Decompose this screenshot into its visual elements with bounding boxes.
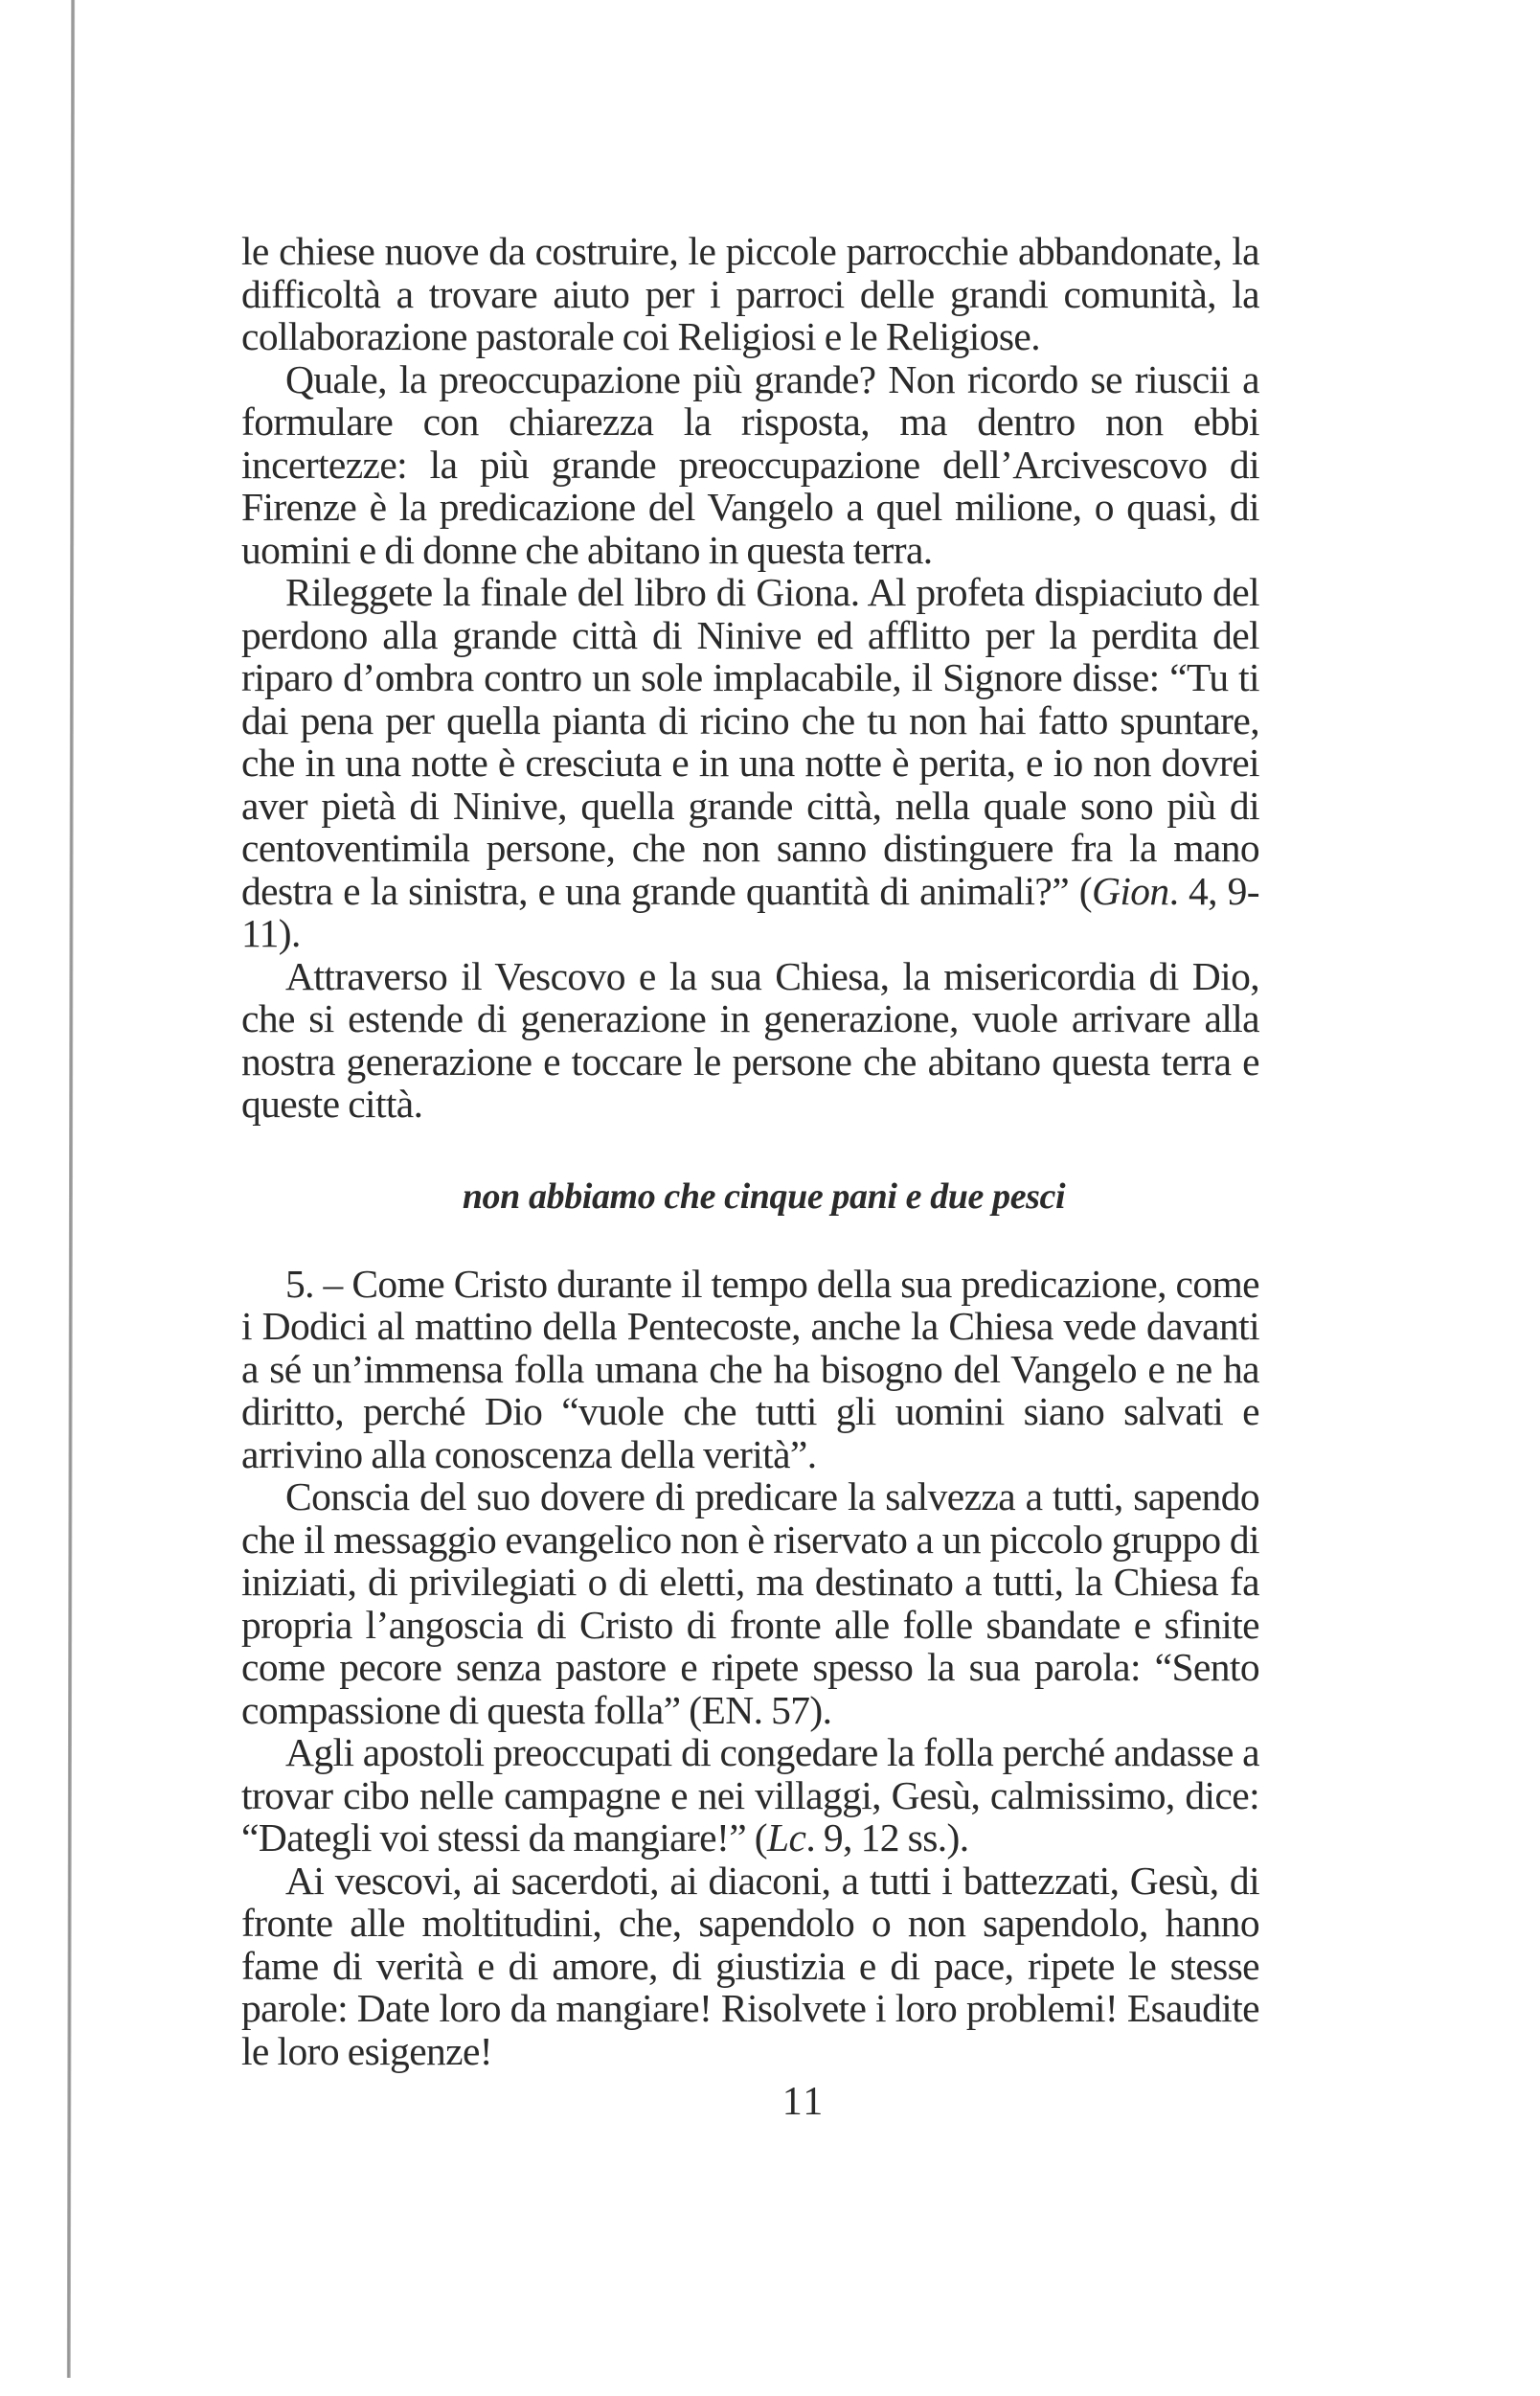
paragraph	[241, 1475, 1259, 1731]
paragraph-text: . 9, 12 ss.).	[805, 1815, 969, 1860]
page-body	[241, 230, 1259, 2072]
paragraph-text: Conscia del suo dovere di predicare la salvezza a tutti, sapendo che il messaggio evangelico non è riservato a un piccolo gruppo di iniziati, di privilegiati o di eletti, ma destinato a tutti, la Chiesa fa propria l’angoscia di Cristo di fronte alle folle sbandate e sfinite come pecore senza pastore e ripete spesso la sua parola: “Sento compassione di questa folla” (EN. 57).	[241, 1474, 1259, 1732]
paragraph-text: le chiese nuove da costruire, le piccole parrocchie abbandonate, la difficoltà a trovare aiuto per i parroci delle grandi comunità, la collaborazione pastorale coi Religiosi e le Religiose.	[241, 229, 1259, 358]
paragraph	[241, 1263, 1259, 1476]
citation-abbrev: Lc	[767, 1815, 806, 1860]
paragraph-text: Quale, la preoccupazione più grande? Non ricordo se riuscii a formulare con chiarezza la risposta, ma dentro non ebbi incertezze: la più grande preoccupazione dell’Arcivescovo di Firenze è la predicazione del Vangelo a quel milione, o quasi, di uomini e di donne che abitano in questa terra.	[241, 356, 1259, 572]
paragraph	[241, 230, 1259, 358]
paragraph	[241, 358, 1259, 572]
paragraph	[241, 955, 1259, 1126]
citation-abbrev: Gion	[1091, 868, 1169, 913]
paragraph-text: . 4, 9-11).	[241, 868, 1259, 955]
paragraph	[241, 571, 1259, 955]
page-number: 11	[781, 2080, 826, 2124]
paragraph	[241, 1860, 1259, 2073]
paragraph	[241, 1731, 1259, 1860]
paragraph-text: Rileggete la finale del libro di Giona. Al profeta dispiaciuto del perdono alla grande città di Ninive ed afflitto per la perdita del riparo d’ombra contro un sole implacabile, il Signore disse: “Tu ti dai pena per quella pianta di ricino che tu non hai fatto spuntare, che in una notte è cresciuta e in una notte è perita, e io non dovrei aver pietà di Ninive, quella grande città, nella quale sono più di centoventimila persone, che non sanno distinguere fra la mano destra e la sinistra, e una grande quantità di animali?” (	[241, 570, 1259, 913]
paragraph-text: Attraverso il Vescovo e la sua Chiesa, la misericordia di Dio, che si estende di generazione in generazione, vuole arrivare alla nostra generazione e toccare le persone che abitano questa terra e queste città.	[241, 953, 1259, 1126]
section-heading: non abbiamo che cinque pani e due pesci	[462, 1175, 1066, 1217]
page-binding-edge	[67, 0, 75, 2378]
paragraph-text: Agli apostoli preoccupati di congedare la folla perché andasse a trovar cibo nelle campagne e nei villaggi, Gesù, calmissimo, dice: “Dategli voi stessi da mangiare!” (	[241, 1730, 1259, 1860]
paragraph-text: Ai vescovi, ai sacerdoti, ai diaconi, a tutti i battezzati, Gesù, di fronte alle moltitudini, che, sapendolo o non sapendolo, hanno fame di verità e di amore, di giustizia e di pace, ripete le stesse parole: Date loro da mangiare! Risolvete i loro problemi! Esaudite le loro esigenze!	[241, 1858, 1259, 2073]
paragraph-text: 5. – Come Cristo durante il tempo della sua predicazione, come i Dodici al mattino della Pentecoste, anche la Chiesa vede davanti a sé un’immensa folla umana che ha bisogno del Vangelo e ne ha diritto, perché Dio “vuole che tutti gli uomini siano salvati e arrivino alla conoscenza della verità”.	[241, 1261, 1259, 1476]
